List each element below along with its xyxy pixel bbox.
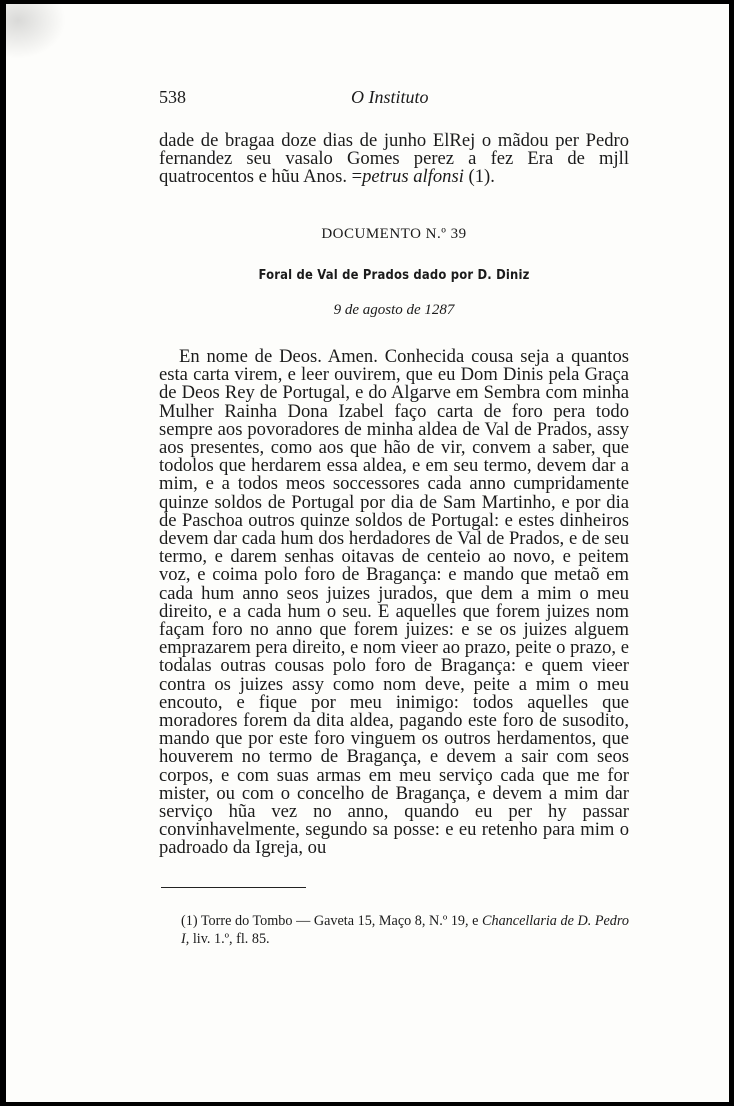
- intro-text: dade de bragaa doze dias de junho ElRej o mãdou per Pedro fernandez seu vasalo Gomes perez a fez Era de mjll quatrocentos e hũu Anos. =: [159, 130, 629, 188]
- document-title: Foral de Val de Prados dado por D. Diniz: [258, 267, 530, 283]
- running-header: [159, 87, 629, 111]
- document-body: [159, 348, 629, 858]
- footnote-prefix: (1) Torre do Tombo — Gaveta 15, Maço 8, N.º 19, e: [181, 913, 483, 929]
- page-number: 538: [159, 87, 186, 107]
- document-heading: DOCUMENTO N.º 39: [321, 226, 467, 242]
- intro-note-ref: (1).: [463, 166, 495, 188]
- intro-paragraph: [159, 132, 629, 187]
- intro-signature: petrus alfonsi: [362, 166, 464, 188]
- body-paragraph: En nome de Deos. Amen. Conhecida cousa seja a quantos esta carta virem, e leer ouvirem, que eu Dom Dinis pela Graça de Deos Rey de Portugal, e do Algarve em Sembra com minha Mulher Rainha Dona Izabel faço carta de foro pera todo sempre aos povoradores de minha aldea de Val de Prados, assy aos presentes, como aos que hão de vir, convem a saber, que todolos que herdarem essa aldea, e em seu termo, devem dar a mim, e a todos meos soccessores cada anno cumpridamente quinze soldos de Portugal por dia de Sam Martinho, e por dia de Paschoa outros quinze soldos de Portugal: e estes dinheiros devem dar cada hum dos herdadores de Val de Prados, e de seu termo, e darem senhas oitavas de centeio ao novo, e peitem voz, e coima polo foro de Bragança: e mando que metaõ em cada hum anno seos juizes jurados, que dem a mim o meu direito, e a cada hum o seu. E aquelles que forem juizes nom façam foro no anno que forem juizes: e se os juizes alguem emprazarem pera direito, e nom vieer ao prazo, peite o prazo, e todalas outras cousas polo foro de Bragança: e quem vieer contra os juizes assy como nom deve, peite a mim o meu encouto, e fique por meu inimigo: todos aquelles que moradores forem da dita aldea, pagando este foro de susodito, mando que por este foro vinguem os outros herdamentos, que houverem no termo de Bragança, e devem a sair com seos corpos, e com suas armas em meu serviço cada que me for mister, ou com o concelho de Bragança, e devem a mim dar serviço hũa vez no anno, quando eu per hy passar convinhavelmente, segundo sa posse: e eu retenho para mim o padroado da Igreja, ou: [159, 346, 629, 859]
- page-stain: [6, 4, 66, 59]
- document-date: 9 de agosto de 1287: [333, 302, 455, 318]
- running-title: O Instituto: [351, 87, 429, 107]
- footnote-suffix: liv. 1.º, fl. 85.: [189, 930, 270, 947]
- footnote: [159, 913, 629, 948]
- footnote-rule: [161, 887, 306, 888]
- footnote-italic: Chancellaria de D. Pedro I,: [181, 913, 629, 947]
